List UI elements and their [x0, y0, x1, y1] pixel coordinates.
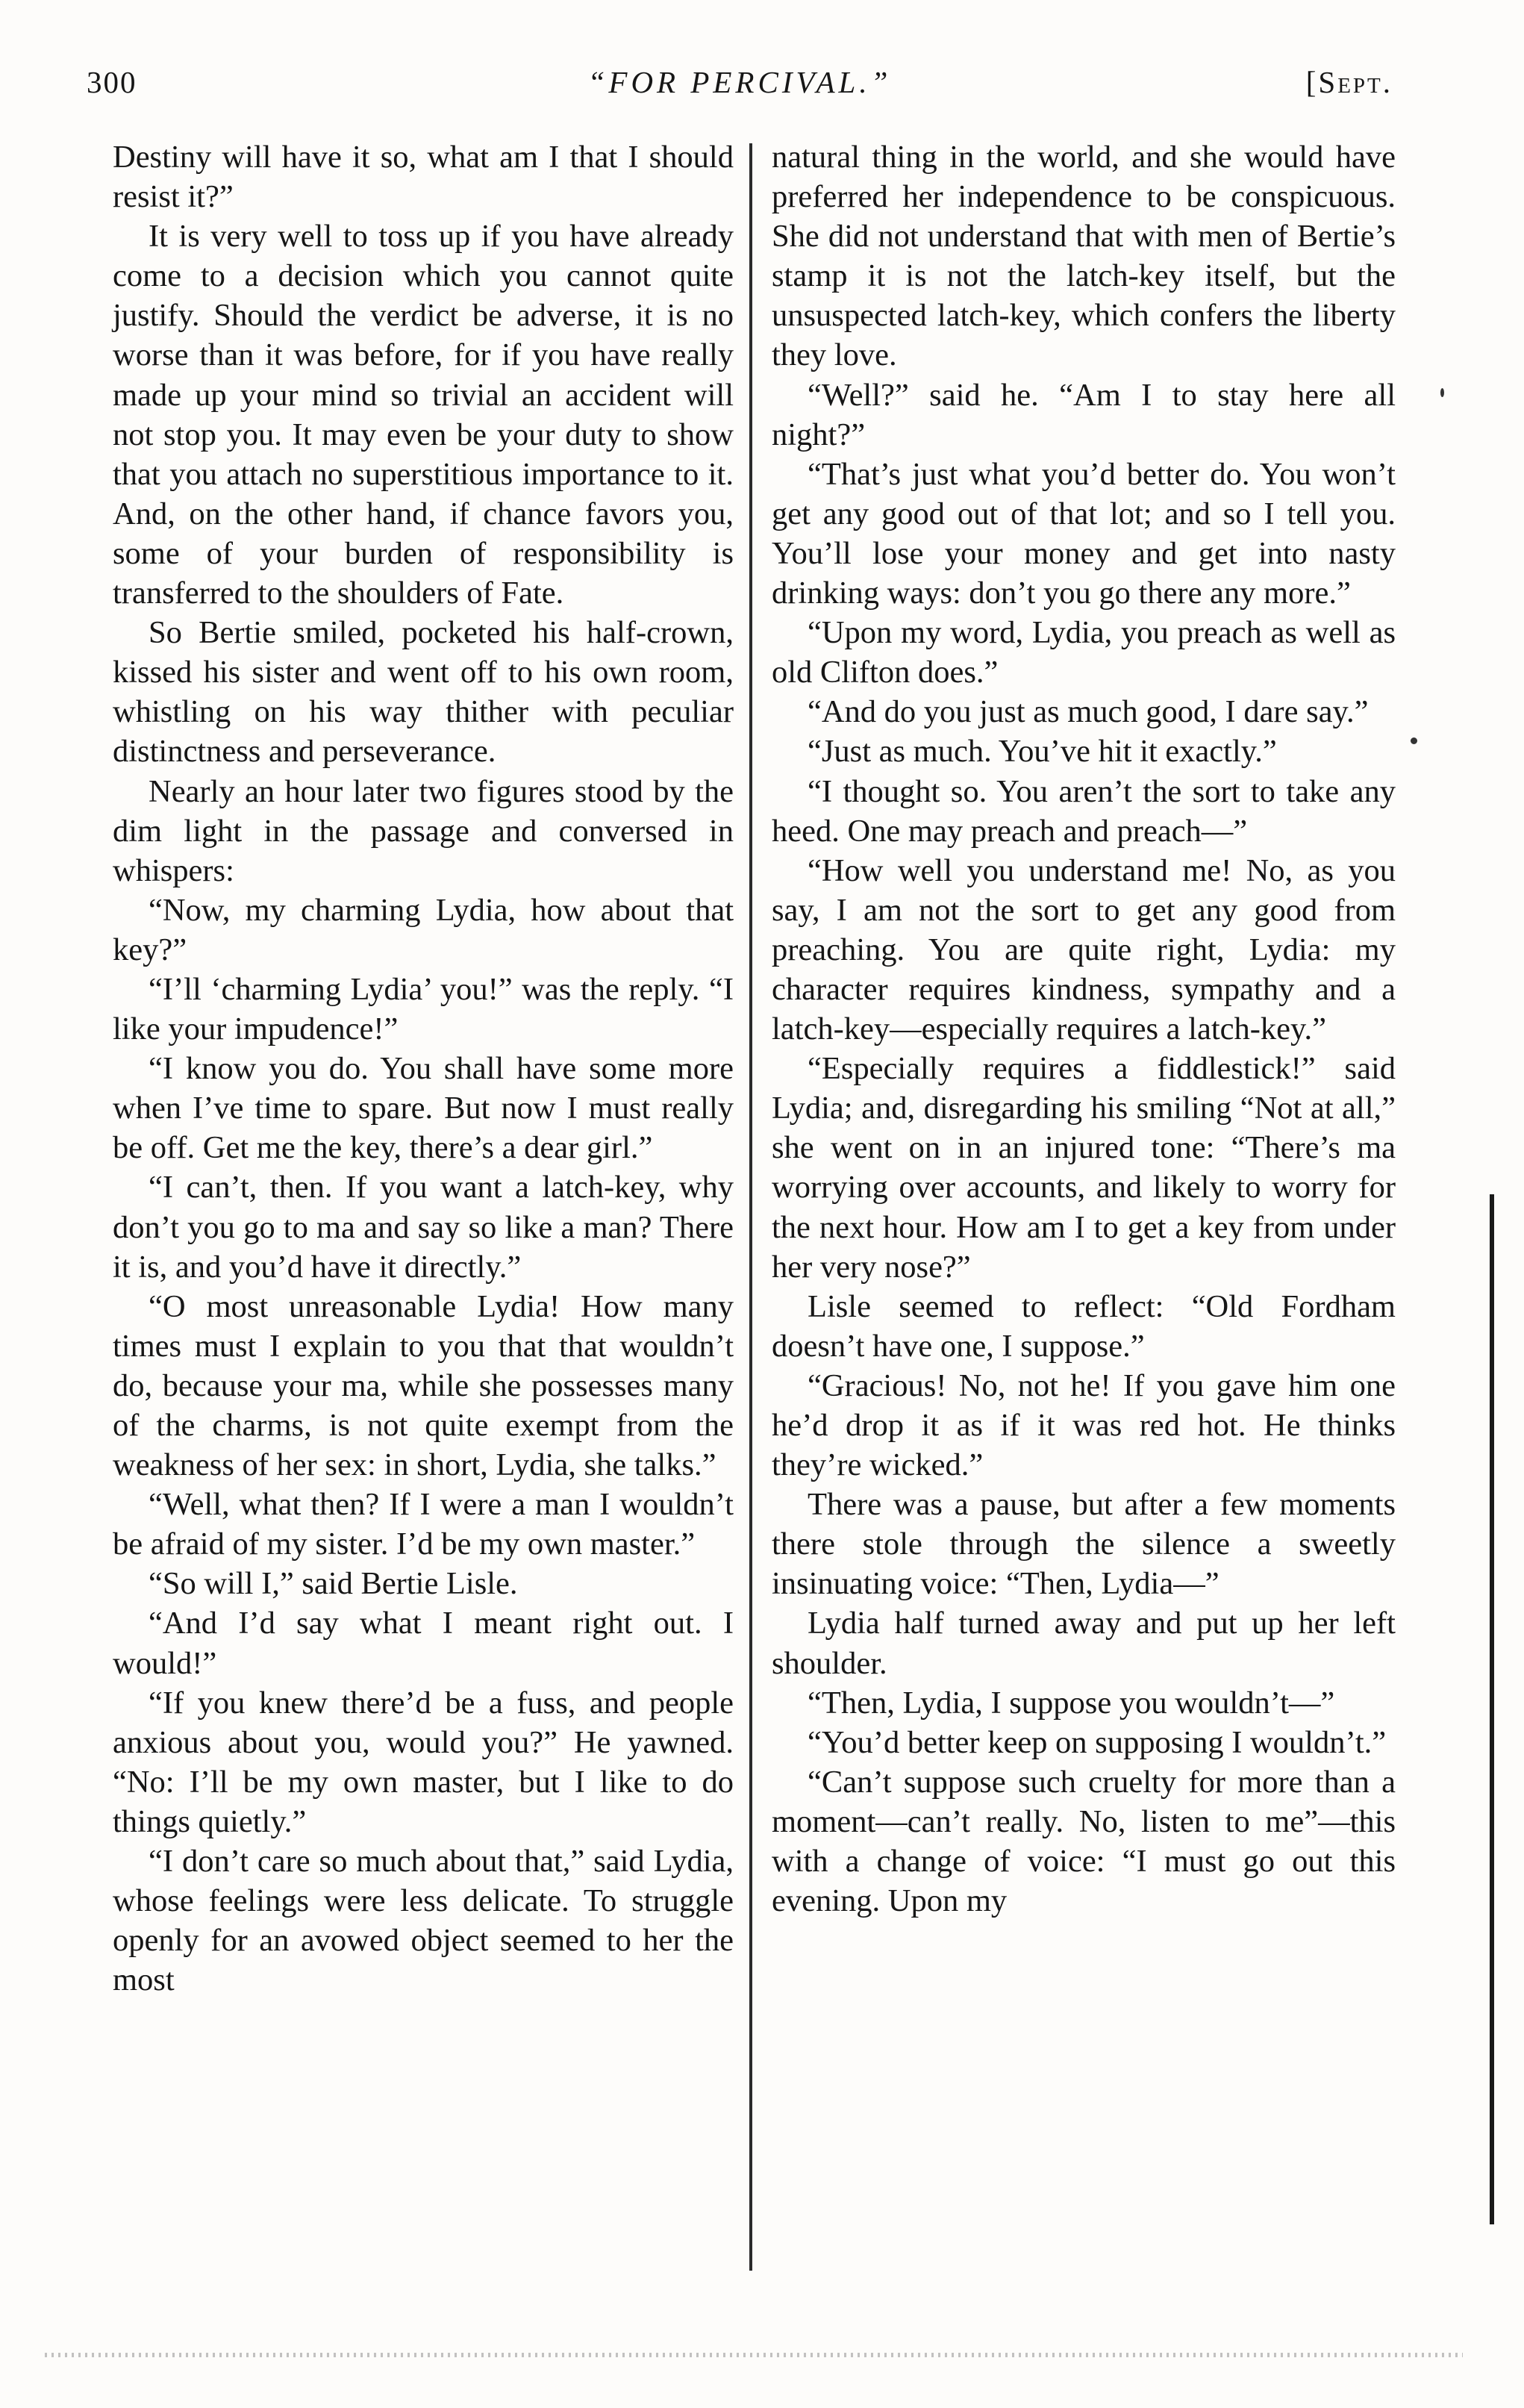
paragraph: “Now, my charming Lydia, how about that key?” — [113, 892, 734, 967]
paragraph: It is very well to toss up if you have already come to a decision which you cannot quite justify. Should the verdict be adverse, it is no worse than it was before, for if you have really made up your mind so trivial an accident will not stop you. It may even be your duty to show that you attach no superstitious importance to it. And, on the other hand, if chance favors you, some of your burden of responsibility is transferred to the shoulders of Fate. — [113, 219, 734, 611]
page-number: 300 — [87, 65, 137, 99]
issue-month: [Sept. — [1305, 65, 1393, 99]
scan-noise — [45, 2353, 1463, 2357]
paragraph: “You’d better keep on supposing I wouldn’t.” — [808, 1724, 1387, 1760]
paragraph: Lisle seemed to reflect: “Old Fordham doesn’t have one, I suppose.” — [772, 1288, 1396, 1364]
paragraph: “Well?” said he. “Am I to stay here all night?” — [772, 377, 1396, 452]
paragraph: “I know you do. You shall have some more when I’ve time to spare. But now I must really be off. Get me the key, there’s a dear girl.” — [113, 1051, 734, 1166]
paragraph: Nearly an hour later two figures stood by the dim light in the passage and conversed in whispers: — [113, 773, 734, 888]
paragraph: “So will I,” said Bertie Lisle. — [149, 1566, 518, 1602]
right-text-column — [772, 137, 1396, 1921]
paragraph: “Then, Lydia, I suppose you wouldn’t—” — [808, 1685, 1335, 1721]
paragraph: So Bertie smiled, pocketed his half-crown, kissed his sister and went off to his own room, whistling on his way thither with peculiar distinctness and perseverance. — [113, 615, 734, 770]
left-text-column — [113, 137, 734, 2000]
paragraph: “Upon my word, Lydia, you preach as well as old Clifton does.” — [772, 615, 1396, 690]
running-header — [87, 64, 1393, 116]
paragraph: “Can’t suppose such cruelty for more than a moment—can’t really. No, listen to me”—this with a change of voice: “I must go out this evening. Upon my — [772, 1764, 1396, 1919]
paragraph: “O most unreasonable Lydia! How many times must I explain to you that that wouldn’t do, because your ma, while she possesses many of the charms, is not quite exempt from the weakness of her sex: in short, Lydia, she talks.” — [113, 1288, 734, 1483]
paragraph: “And do you just as much good, I dare say.” — [808, 694, 1369, 730]
paragraph: “Just as much. You’ve hit it exactly.” — [808, 734, 1277, 770]
paragraph: “That’s just what you’d better do. You won’t get any good out of that lot; and so I tell you. You’ll lose your money and get into nasty drinking ways: don’t you go there any more.” — [772, 456, 1396, 611]
ink-speck — [1411, 737, 1417, 744]
paragraph: “How well you understand me! No, as you say, I am not the sort to get any good from preaching. You are quite right, Lydia: my character requires kindness, sympathy and a latch-key—especially requires a latch-key.” — [772, 852, 1396, 1047]
paragraph: natural thing in the world, and she would have preferred her independence to be conspicuous. She did not understand that with men of Bertie’s stamp it is not the latch-key itself, but the unsuspected latch-key, which confers the liberty they love. — [772, 140, 1396, 373]
paragraph: “Well, what then? If I were a man I wouldn’t be afraid of my sister. I’d be my own master.” — [113, 1487, 734, 1562]
paragraph: Lydia half turned away and put up her left shoulder. — [772, 1606, 1396, 1681]
page-edge-shadow — [1490, 1194, 1494, 2224]
running-title: “FOR PERCIVAL.” — [587, 65, 892, 99]
paragraph: “I can’t, then. If you want a latch-key, why don’t you go to ma and say so like a man? There it is, and you’d have it directly.” — [113, 1170, 734, 1285]
paragraph: “Gracious! No, not he! If you gave him one he’d drop it as if it was red hot. He thinks they’re wicked.” — [772, 1367, 1396, 1483]
paragraph: There was a pause, but after a few moments there stole through the silence a sweetly insinuating voice: “Then, Lydia—” — [772, 1487, 1396, 1602]
paragraph: “I thought so. You aren’t the sort to take any heed. One may preach and preach—” — [772, 773, 1396, 849]
ink-speck — [1440, 388, 1444, 397]
paragraph: “If you knew there’d be a fuss, and people anxious about you, would you?” He yawned. “No: I’ll be my own master, but I like to do things quietly.” — [113, 1685, 734, 1839]
paragraph: “I don’t care so much about that,” said Lydia, whose feelings were less delicate. To struggle openly for an avowed object seemed to her the most — [113, 1844, 734, 1998]
paragraph: Destiny will have it so, what am I that I should resist it?” — [113, 140, 734, 215]
paragraph: “I’ll ‘charming Lydia’ you!” was the reply. “I like your impudence!” — [113, 971, 734, 1047]
paragraph: “Especially requires a fiddlestick!” said Lydia; and, disregarding his smiling “Not at all,” she went on in an injured tone: “There’s ma worrying over accounts, and likely to worry for the next hour. How am I to get a key from under her very nose?” — [772, 1051, 1396, 1285]
paragraph: “And I’d say what I meant right out. I would!” — [113, 1606, 734, 1681]
column-divider — [749, 143, 752, 2271]
